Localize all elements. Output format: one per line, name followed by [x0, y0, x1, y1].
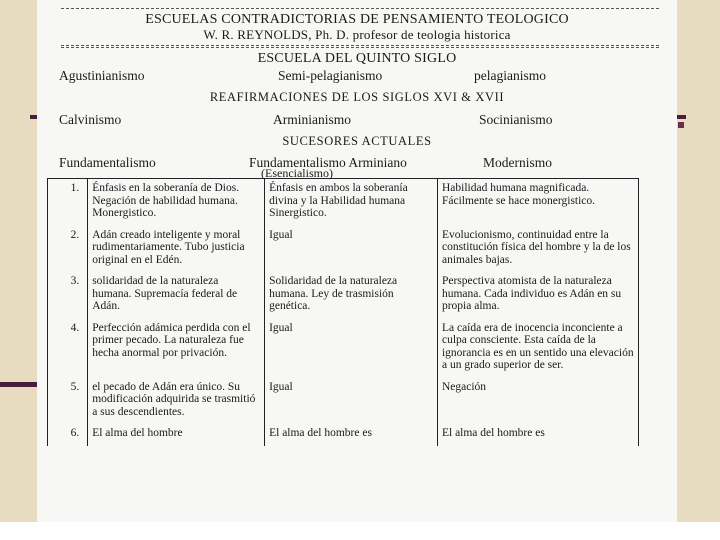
school-semi-pelagianism: Semi-pelagianismo	[278, 68, 383, 83]
fundamentalism-cell: Énfasis en la soberanía de Dios. Negación de habilidad humana. Monergistico.	[88, 179, 265, 226]
arminian-cell: Énfasis en ambos la soberanía divina y la Habilidad humana Sinergistico.	[265, 179, 438, 226]
document-title: ESCUELAS CONTRADICTORIAS DE PENSAMIENTO TEOLOGICO	[145, 12, 569, 27]
table-row	[48, 272, 639, 319]
row-number: 6.	[48, 424, 88, 446]
school-socinianism: Socinianismo	[479, 112, 553, 127]
fundamentalism-cell: Adán creado inteligente y moral rudimentariamente. Tubo justicia original en el Edén.	[88, 226, 265, 273]
dashed-rule	[61, 47, 659, 48]
school-pelagianism: pelagianismo	[474, 68, 546, 83]
scanned-document	[37, 0, 677, 522]
fundamentalism-cell: solidaridad de la naturaleza humana. Supremacía federal de Adán.	[88, 272, 265, 319]
modernism-cell: La caída era de inocencia inconciente a culpa consciente. Esta caída de la ignorancia es en un sentido una elevación a un grado superior de ser.	[437, 319, 638, 378]
left-accent-bar	[0, 382, 37, 387]
section-title-reaffirmations: REAFIRMACIONES DE LOS SIGLOS XVI & XVII	[209, 90, 505, 104]
comparison-table	[47, 178, 639, 446]
school-arminian-fundamentalism: Fundamentalismo Arminiano	[249, 155, 407, 170]
school-augustinianism: Agustinianismo	[59, 68, 145, 83]
section-title-successors: SUCESORES ACTUALES	[282, 134, 432, 148]
school-essentialism-note: (Esencialismo)	[261, 166, 333, 180]
school-arminianism: Arminianismo	[273, 112, 351, 127]
modernism-cell: Habilidad humana magnificada. Fácilmente se hace monergistico.	[437, 179, 638, 226]
row-number: 1.	[48, 179, 88, 226]
modernism-cell: Negación	[437, 378, 638, 425]
table-row	[48, 319, 639, 378]
modernism-cell: El alma del hombre es	[437, 424, 638, 446]
table-row	[48, 424, 639, 446]
arminian-cell: Igual	[265, 319, 438, 378]
table-row	[48, 179, 639, 226]
left-margin-band	[0, 0, 37, 522]
table-row	[48, 378, 639, 425]
modernism-cell: Perspectiva atomista de la naturaleza humana. Cada individuo es Adán en su propia alma.	[437, 272, 638, 319]
row-number: 2.	[48, 226, 88, 273]
table-row	[48, 226, 639, 273]
arminian-cell: Solidaridad de la naturaleza humana. Ley de trasmisión genética.	[265, 272, 438, 319]
section-title-fifth-century: ESCUELA DEL QUINTO SIGLO	[257, 51, 457, 66]
document-author: W. R. REYNOLDS, Ph. D. profesor de teologia historica	[203, 27, 511, 42]
row-number: 3.	[48, 272, 88, 319]
row-number: 5.	[48, 378, 88, 425]
fundamentalism-cell: el pecado de Adán era único. Su modificación adquirida se trasmitió a sus descendientes.	[88, 378, 265, 425]
row-number: 4.	[48, 319, 88, 378]
bottom-margin	[0, 522, 720, 540]
modernism-cell: Evolucionismo, continuidad entre la constitución física del hombre y la de los animales bajas.	[437, 226, 638, 273]
arminian-cell: Igual	[265, 378, 438, 425]
dashed-rule	[61, 45, 659, 46]
school-fundamentalism: Fundamentalismo	[59, 155, 156, 170]
school-calvinism: Calvinismo	[59, 112, 122, 127]
school-modernism: Modernismo	[483, 155, 552, 170]
arminian-cell: El alma del hombre es	[265, 424, 438, 446]
fundamentalism-cell: Perfección adámica perdida con el primer pecado. La naturaleza fue hecha anormal por privación.	[88, 319, 265, 378]
arminian-cell: Igual	[265, 226, 438, 273]
right-accent-dot	[678, 122, 684, 128]
dashed-rule	[61, 8, 659, 9]
right-margin-band	[677, 0, 720, 522]
fundamentalism-cell: El alma del hombre	[88, 424, 265, 446]
